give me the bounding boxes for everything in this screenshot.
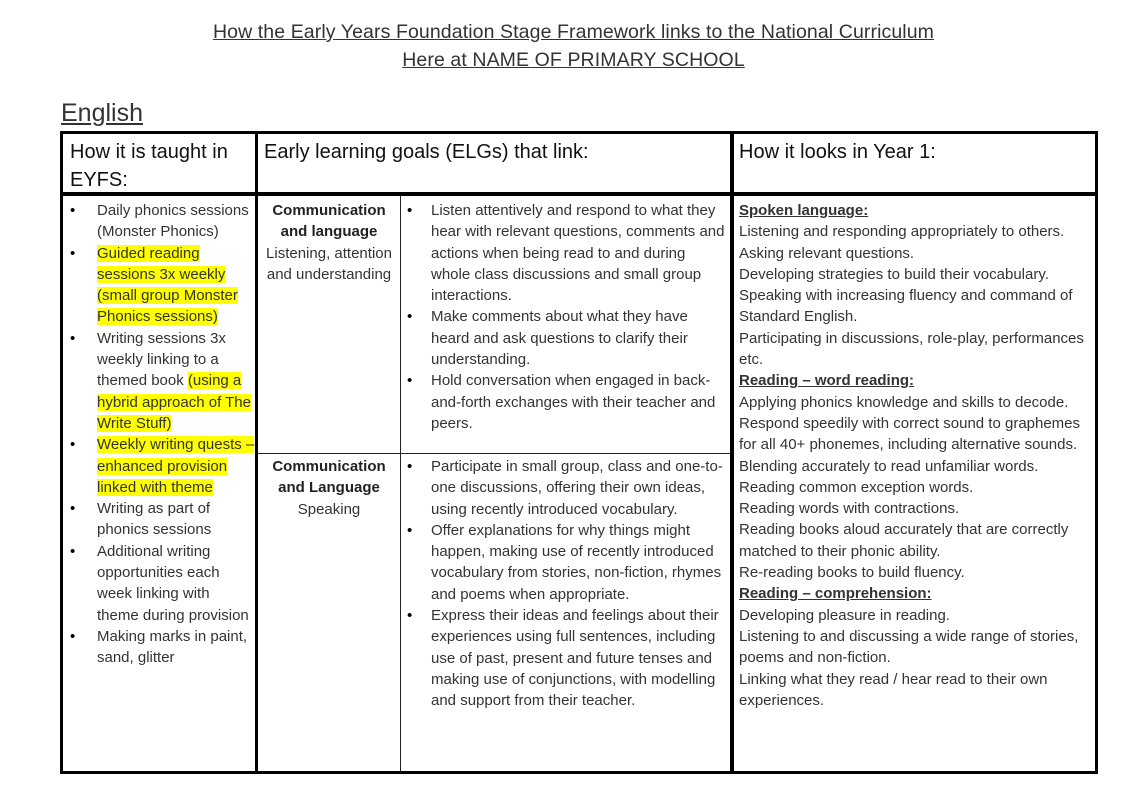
eyfs-list-item	[63, 626, 255, 669]
eyfs-item-text: Writing sessions 3x weekly linking to a themed book	[97, 329, 226, 390]
year1-line: Reading words with contractions.	[739, 500, 960, 518]
elg-goals-list	[401, 456, 725, 712]
elg-goal-item: • Express their ideas and feelings about their experiences using full sentences, including use of past, present and future tenses and making use of conjunctions, with modelling and support from their teacher.	[401, 605, 725, 711]
eyfs-item-text: Writing as part of phonics sessions	[97, 500, 212, 539]
year1-line: Listening and responding appropriately to others.	[739, 223, 1065, 241]
elg-goals-cell	[401, 456, 725, 712]
elg-area-subtitle: Speaking	[297, 500, 361, 518]
eyfs-list-item	[63, 328, 255, 434]
eyfs-cell	[63, 200, 255, 669]
eyfs-item-text: Additional writing opportunities each week linking with theme during provision	[97, 542, 249, 624]
elg-goal-item: • Make comments about what they have heard and ask questions to clarify their understanding.	[401, 306, 725, 370]
elg-goal-item: • Offer explanations for why things might happen, making use of recently introduced vocabulary from stories, non-fiction, rhymes and poems when appropriate.	[401, 520, 725, 605]
curriculum-table	[60, 131, 1098, 774]
document-subtitle: Here at NAME OF PRIMARY SCHOOL	[402, 49, 745, 71]
year1-line: Developing pleasure in reading.	[739, 606, 950, 624]
eyfs-item-text: Daily phonics sessions (Monster Phonics)	[97, 202, 249, 241]
year1-line: Blending accurately to read unfamiliar words.	[739, 457, 1039, 475]
eyfs-item-text: Making marks in paint, sand, glitter	[97, 627, 248, 667]
elg-area-title: Communication and Language	[272, 458, 386, 497]
year1-line: Re-reading books to build fluency.	[739, 564, 965, 582]
eyfs-list-item	[63, 243, 255, 328]
year1-subheading: Reading – word reading:	[739, 372, 915, 390]
elg-area-title: Communication and language	[272, 202, 386, 241]
column-divider	[730, 134, 734, 771]
year1-line: Developing strategies to build their vocabulary.	[739, 265, 1049, 283]
eyfs-item-highlighted-text: Guided reading sessions 3x weekly (small group Monster Phonics sessions)	[97, 244, 238, 326]
elg-area-cell	[258, 456, 400, 520]
year1-line: Applying phonics knowledge and skills to decode.	[739, 393, 1069, 411]
header-year1: How it looks in Year 1:	[739, 141, 936, 163]
year1-line: Reading common exception words.	[739, 478, 974, 496]
elg-area-cell	[258, 200, 400, 285]
year1-line: Linking what they read / hear read to their own experiences.	[739, 670, 1048, 709]
eyfs-list	[63, 200, 255, 669]
year1-cell	[739, 200, 1091, 711]
elg-goals-cell	[401, 200, 725, 434]
eyfs-item-highlighted-text: Weekly writing quests – enhanced provision linked with theme	[97, 436, 255, 496]
header-eyfs: How it is taught in EYFS:	[70, 141, 228, 191]
eyfs-list-item	[63, 541, 255, 626]
year1-subheading: Spoken language:	[739, 202, 869, 219]
header-elgs: Early learning goals (ELGs) that link:	[264, 141, 589, 163]
year1-line: Respond speedily with correct sound to graphemes for all 40+ phonemes, including alternative sounds.	[739, 414, 1081, 454]
section-heading-english: English	[61, 99, 143, 127]
year1-line: Speaking with increasing fluency and command of Standard English.	[739, 287, 1073, 326]
eyfs-list-item	[63, 498, 255, 541]
elg-area-subtitle: Listening, attention and understanding	[266, 244, 392, 283]
eyfs-list-item	[63, 434, 255, 498]
elg-goal-item: • Participate in small group, class and one-to-one discussions, offering their own ideas, using recently introduced vocabulary.	[401, 456, 725, 520]
year1-line: Participating in discussions, role-play, performances etc.	[739, 329, 1084, 369]
year1-line: Reading books aloud accurately that are correctly matched to their phonic ability.	[739, 521, 1069, 560]
year1-line: Listening to and discussing a wide range of stories, poems and non-fiction.	[739, 627, 1079, 667]
elg-goal-item: • Hold conversation when engaged in back-and-forth exchanges with their teacher and peers.	[401, 370, 725, 434]
elg-goal-item: • Listen attentively and respond to what they hear with relevant questions, comments and actions when being read to and during whole class discussions and small group interactions.	[401, 200, 725, 306]
year1-subheading: Reading – comprehension:	[739, 585, 932, 603]
document-title: How the Early Years Foundation Stage Framework links to the National Curriculum	[212, 21, 935, 43]
eyfs-list-item	[63, 200, 255, 243]
elg-row-divider	[258, 453, 730, 454]
elg-goals-list	[401, 200, 725, 434]
eyfs-item-highlighted-text: (using a hybrid approach of The Write Stuff)	[97, 372, 251, 432]
year1-line: Asking relevant questions.	[739, 244, 915, 262]
